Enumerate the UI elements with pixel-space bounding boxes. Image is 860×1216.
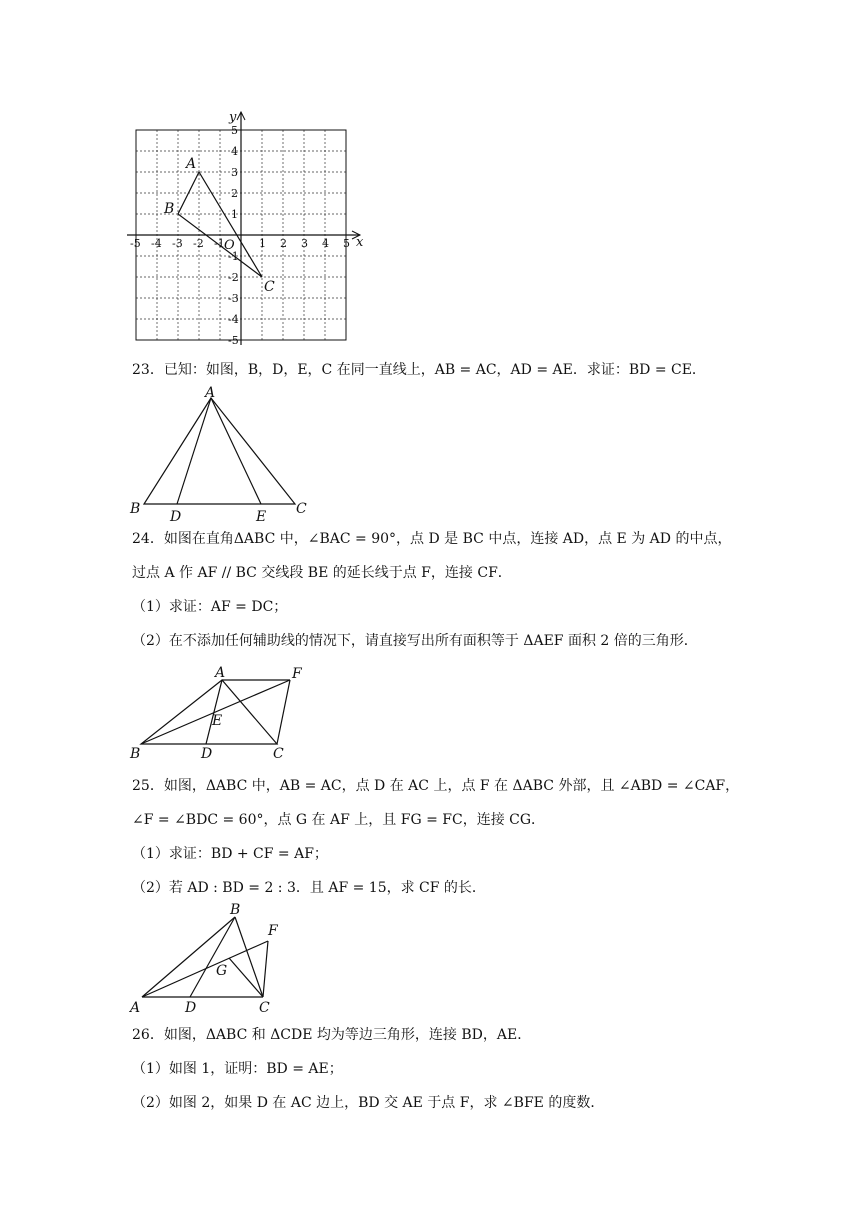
q25-segment-ab	[142, 917, 235, 997]
x-tick-label: 4	[322, 237, 329, 250]
q24-part1: （1）求证：AF = DC；	[132, 599, 288, 615]
q25-label-c: C	[259, 1000, 270, 1016]
q23-label-e: E	[256, 509, 267, 525]
q25-part1: （1）求证：BD + CF = AF；	[132, 846, 328, 862]
q24-line2: 过点 A 作 AF // BC 交线段 BE 的延长线于点 F，连接 CF．	[132, 565, 512, 581]
q23-text: 23．已知：如图，B，D，E，C 在同一直线上，AB = AC，AD = AE．求证：BD = CE．	[132, 362, 706, 378]
q25-label-b: B	[230, 902, 241, 918]
y-tick-label: -1	[228, 250, 239, 263]
q25-line1: 25．如图，ΔABC 中，AB = AC，点 D 在 AC 上，点 F 在 ΔABC 外部，且 ∠ABD = ∠CAF，	[132, 778, 740, 794]
q23-triangle	[144, 398, 295, 504]
y-tick-label: 2	[231, 187, 238, 200]
y-tick-label: -2	[228, 271, 239, 284]
q25-segment-fc	[263, 941, 268, 997]
q23-label-a: A	[205, 385, 216, 401]
q25-line2: ∠F = ∠BDC = 60°，点 G 在 AF 上，且 FG = FC，连接 CG．	[132, 812, 546, 828]
q24-segment-bf	[141, 680, 290, 744]
q24-part2: （2）在不添加任何辅助线的情况下，请直接写出所有面积等于 ΔAEF 面积 2 倍的三角形．	[132, 633, 698, 649]
q26-part2: （2）如图 2，如果 D 在 AC 边上，BD 交 AE 于点 F，求 ∠BFE 的度数．	[132, 1095, 605, 1111]
q24-line1: 24．如图在直角ΔABC 中，∠BAC = 90°，点 D 是 BC 中点，连接 AD，点 E 为 AD 的中点，	[132, 531, 732, 547]
q25-segment-bc	[235, 917, 263, 997]
q25-label-d: D	[185, 1000, 197, 1016]
vertex-label-b: B	[164, 201, 175, 217]
q26-line1: 26．如图，ΔABC 和 ΔCDE 均为等边三角形，连接 BD，AE．	[132, 1027, 532, 1043]
vertex-label-c: C	[264, 279, 275, 295]
q25-segment-gc	[229, 958, 263, 997]
q25-segment-bd	[190, 917, 235, 997]
x-tick-label: 2	[280, 237, 287, 250]
q23-label-d: D	[170, 509, 182, 525]
q25-label-g: G	[216, 963, 228, 979]
q24-label-e: E	[212, 713, 223, 729]
y-axis-label: y	[229, 110, 237, 125]
q24-label-c: C	[273, 746, 284, 762]
q24-figure	[125, 660, 315, 765]
q25-figure	[125, 900, 285, 1020]
y-tick-label: -5	[228, 334, 239, 347]
q23-segment-ad	[177, 398, 211, 504]
q24-label-f: F	[292, 666, 302, 682]
q25-label-f: F	[268, 923, 278, 939]
q24-label-b: B	[130, 746, 141, 762]
q26-part1: （1）如图 1，证明：BD = AE；	[132, 1061, 343, 1077]
q23-label-c: C	[296, 501, 307, 517]
coordinate-grid-figure	[125, 108, 364, 348]
x-tick-label: -3	[172, 237, 183, 250]
x-tick-label: 1	[259, 237, 266, 250]
x-tick-labels	[130, 237, 350, 250]
y-tick-label: -3	[228, 292, 239, 305]
q23-figure	[125, 383, 315, 523]
y-tick-label: 1	[231, 208, 238, 221]
x-tick-label: 5	[343, 237, 350, 250]
q25-segment-af	[142, 941, 268, 997]
y-tick-label: -4	[228, 313, 239, 326]
q24-segment-fc	[277, 680, 290, 744]
q24-label-d: D	[201, 746, 213, 762]
q25-label-a: A	[130, 1000, 141, 1016]
x-axis-label: x	[356, 235, 364, 250]
y-tick-label: 4	[231, 145, 238, 158]
vertex-label-a: A	[186, 156, 197, 172]
q25-part2: （2）若 AD : BD = 2 : 3．且 AF = 15，求 CF 的长．	[132, 880, 486, 896]
x-tick-label: -5	[130, 237, 141, 250]
q24-label-a: A	[215, 665, 226, 681]
x-tick-label: 3	[301, 237, 308, 250]
y-tick-label: 5	[231, 124, 238, 137]
y-tick-label: 3	[231, 166, 238, 179]
origin-label: O	[224, 238, 235, 253]
x-tick-label: -4	[151, 237, 162, 250]
x-tick-label: -2	[193, 237, 204, 250]
x-tick-label: -1	[214, 237, 225, 250]
q23-label-b: B	[130, 501, 141, 517]
